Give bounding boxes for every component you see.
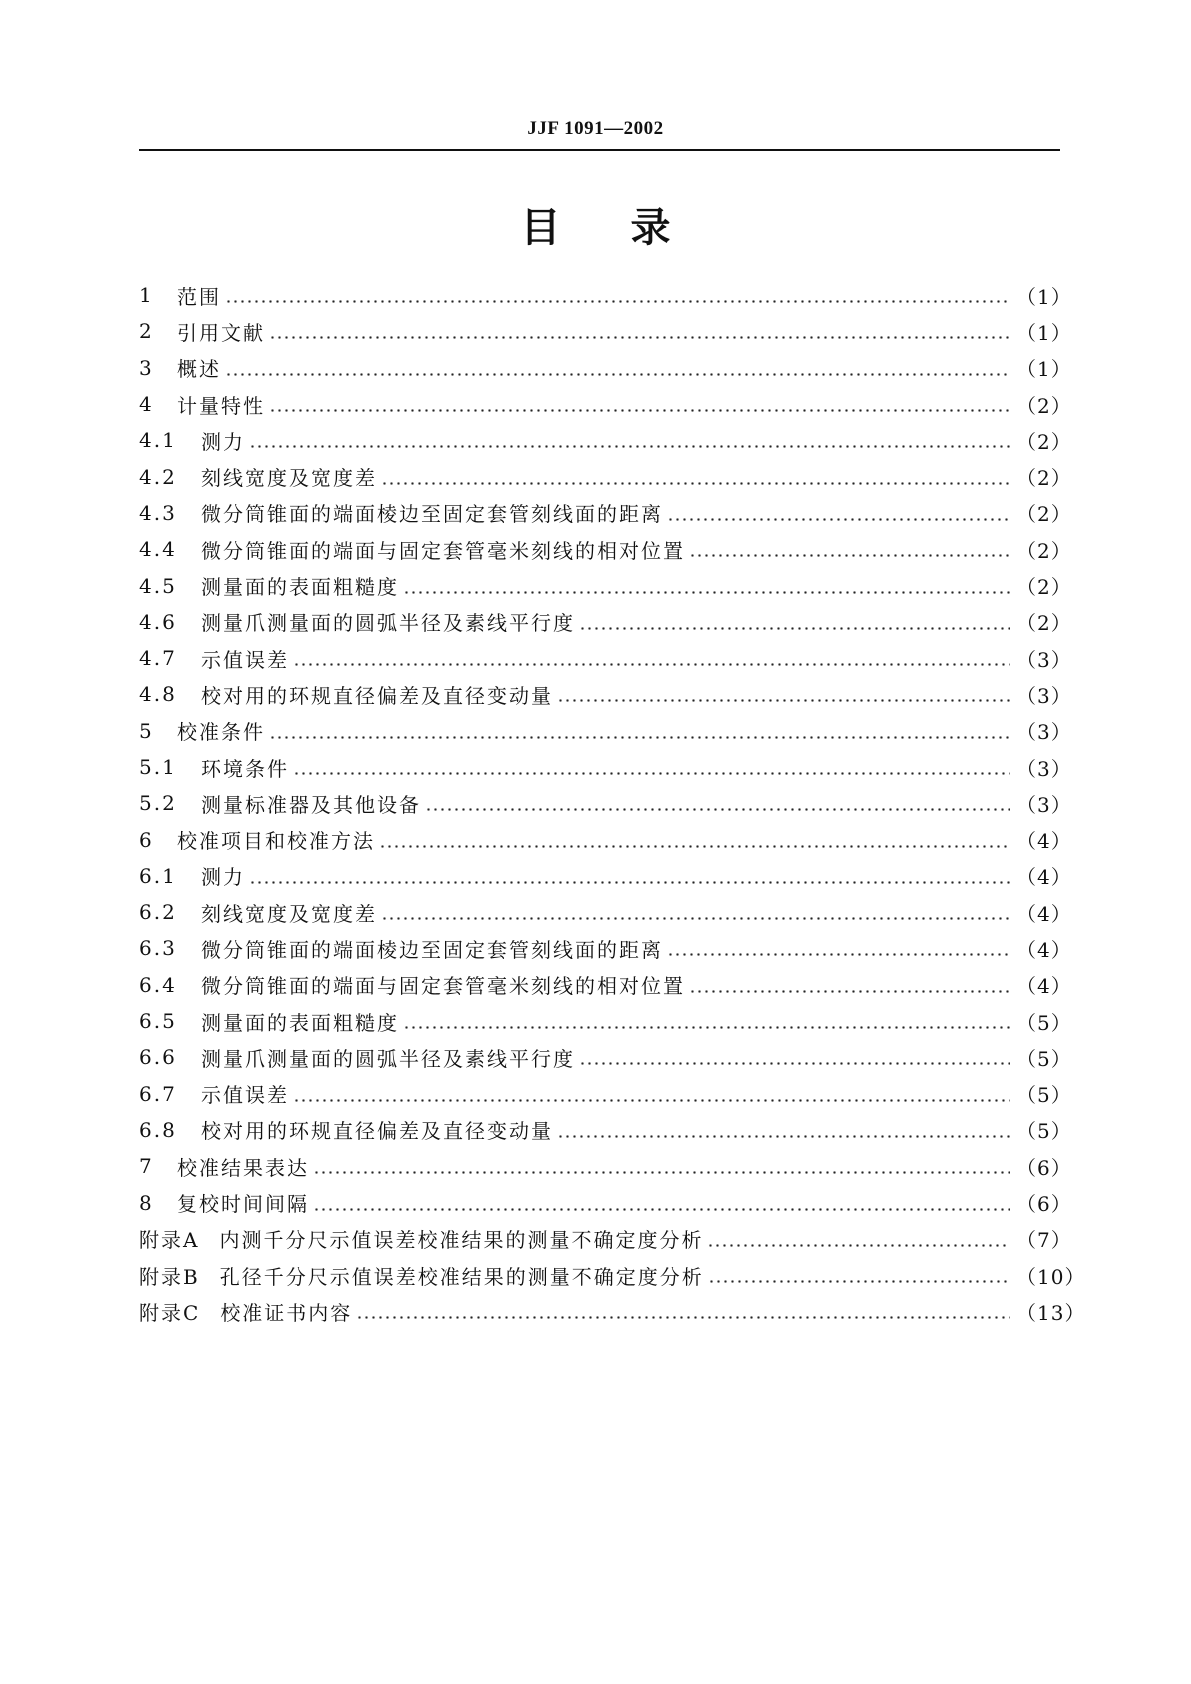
toc-entry[interactable] xyxy=(139,313,1072,349)
toc-entry-title: 内测千分尺示值误差校准结果的测量不确定度分析 xyxy=(219,1228,704,1253)
toc-entry-page: （5） xyxy=(1016,1083,1072,1108)
toc-entry-page: （2） xyxy=(1016,538,1072,563)
toc-entry[interactable] xyxy=(139,604,1072,640)
toc-entry-title: 刻线宽度及宽度差 xyxy=(201,466,377,491)
toc-entry[interactable] xyxy=(139,1221,1072,1257)
toc-dot-leader xyxy=(557,684,1010,704)
toc-entry-title: 概述 xyxy=(177,357,221,382)
toc-entry-number: 4.2 xyxy=(139,464,177,489)
toc-entry-page: （2） xyxy=(1016,429,1072,454)
toc-entry-title: 测量面的表面粗糙度 xyxy=(201,1010,399,1035)
toc-entry-title: 测力 xyxy=(201,429,245,454)
header-divider xyxy=(139,149,1060,151)
toc-entry-page: （7） xyxy=(1016,1228,1072,1253)
toc-entry[interactable] xyxy=(139,967,1072,1003)
toc-dot-leader xyxy=(293,648,1010,668)
toc-dot-leader xyxy=(557,1120,1010,1140)
toc-entry-title: 环境条件 xyxy=(201,756,289,781)
toc-entry-title: 引用文献 xyxy=(177,320,265,345)
toc-entry-page: （3） xyxy=(1016,756,1072,781)
toc-entry-number: 4.6 xyxy=(139,609,177,634)
toc-dot-leader xyxy=(225,285,1010,305)
toc-entry[interactable] xyxy=(139,1257,1086,1293)
toc-dot-leader xyxy=(381,467,1010,487)
toc-entry-title: 示值误差 xyxy=(201,1083,289,1108)
toc-entry-number: 4.5 xyxy=(139,573,177,598)
toc-entry-number: 6.4 xyxy=(139,972,177,997)
toc-dot-leader xyxy=(689,539,1010,559)
toc-dot-leader xyxy=(381,902,1010,922)
toc-entry-title: 微分筒锥面的端面棱边至固定套管刻线面的距离 xyxy=(201,502,663,527)
toc-entry-title: 微分筒锥面的端面棱边至固定套管刻线面的距离 xyxy=(201,937,663,962)
toc-entry-page: （1） xyxy=(1016,284,1072,309)
toc-entry-page: （4） xyxy=(1016,937,1072,962)
toc-entry[interactable] xyxy=(139,350,1072,386)
toc-entry-page: （2） xyxy=(1016,393,1072,418)
toc-entry-page: （4） xyxy=(1016,865,1072,890)
toc-entry-page: （2） xyxy=(1016,502,1072,527)
toc-entry[interactable] xyxy=(139,1184,1072,1220)
toc-entry-number: 4 xyxy=(139,392,154,417)
toc-entry[interactable] xyxy=(139,1076,1072,1112)
toc-entry-title: 测量爪测量面的圆弧半径及素线平行度 xyxy=(201,1046,575,1071)
toc-entry-page: （1） xyxy=(1016,357,1072,382)
toc-entry-title: 测力 xyxy=(201,865,245,890)
toc-entry-page: （3） xyxy=(1016,647,1072,672)
toc-entry[interactable] xyxy=(139,277,1072,313)
toc-entry-title: 孔径千分尺示值误差校准结果的测量不确定度分析 xyxy=(219,1264,704,1289)
toc-entry-page: （6） xyxy=(1016,1155,1072,1180)
toc-entry-title: 测量爪测量面的圆弧半径及素线平行度 xyxy=(201,611,575,636)
toc-entry-page: （10） xyxy=(1016,1264,1086,1289)
toc-entry-page: （4） xyxy=(1016,901,1072,926)
table-of-contents xyxy=(139,277,1086,1330)
document-code: JJF 1091—2002 xyxy=(527,118,664,139)
toc-entry[interactable] xyxy=(139,1003,1072,1039)
toc-dot-leader xyxy=(269,321,1010,341)
toc-dot-leader xyxy=(707,1229,1010,1249)
toc-entry-number: 6.7 xyxy=(139,1081,177,1106)
toc-entry-number: 5.2 xyxy=(139,791,177,816)
toc-entry-title: 微分筒锥面的端面与固定套管毫米刻线的相对位置 xyxy=(201,538,685,563)
toc-entry[interactable] xyxy=(139,458,1072,494)
page-title: 目录 xyxy=(520,205,741,251)
toc-dot-leader xyxy=(689,975,1010,995)
toc-dot-leader xyxy=(667,503,1010,523)
toc-entry[interactable] xyxy=(139,858,1072,894)
toc-entry-number: 4.1 xyxy=(139,428,177,453)
toc-entry-page: （4） xyxy=(1016,974,1072,999)
toc-entry-title: 校对用的环规直径偏差及直径变动量 xyxy=(201,1119,553,1144)
toc-entry-title: 范围 xyxy=(177,284,221,309)
toc-entry-number: 附录A xyxy=(139,1228,200,1253)
toc-entry[interactable] xyxy=(139,821,1072,857)
toc-entry[interactable] xyxy=(139,894,1072,930)
toc-dot-leader xyxy=(269,394,1010,414)
toc-dot-leader xyxy=(249,430,1010,450)
toc-entry-number: 6.8 xyxy=(139,1117,177,1142)
toc-dot-leader xyxy=(313,1193,1010,1213)
toc-entry-title: 测量面的表面粗糙度 xyxy=(201,575,399,600)
toc-entry-number: 4.7 xyxy=(139,646,177,671)
toc-dot-leader xyxy=(225,358,1010,378)
toc-dot-leader xyxy=(667,938,1010,958)
toc-entry-page: （3） xyxy=(1016,720,1072,745)
toc-dot-leader xyxy=(269,721,1010,741)
toc-entry-number: 附录B xyxy=(139,1264,200,1289)
toc-entry-page: （2） xyxy=(1016,611,1072,636)
toc-entry-number: 6 xyxy=(139,827,154,852)
toc-dot-leader xyxy=(403,1011,1010,1031)
toc-entry[interactable] xyxy=(139,785,1072,821)
toc-entry-title: 计量特性 xyxy=(177,393,265,418)
toc-entry-page: （2） xyxy=(1016,466,1072,491)
toc-entry[interactable] xyxy=(139,930,1072,966)
toc-entry-title: 测量标准器及其他设备 xyxy=(201,792,421,817)
toc-entry-number: 4.8 xyxy=(139,682,177,707)
toc-dot-leader xyxy=(293,1084,1010,1104)
toc-entry[interactable] xyxy=(139,1039,1072,1075)
toc-entry-number: 4.3 xyxy=(139,500,177,525)
toc-entry-page: （1） xyxy=(1016,320,1072,345)
toc-entry[interactable] xyxy=(139,749,1072,785)
toc-entry-number: 附录C xyxy=(139,1300,201,1325)
toc-dot-leader xyxy=(708,1265,1010,1285)
toc-dot-leader xyxy=(293,757,1010,777)
toc-entry[interactable] xyxy=(139,713,1072,749)
toc-entry-page: （4） xyxy=(1016,829,1072,854)
toc-entry[interactable] xyxy=(139,531,1072,567)
toc-entry-page: （3） xyxy=(1016,683,1072,708)
toc-dot-leader xyxy=(579,612,1010,632)
toc-entry-number: 6.3 xyxy=(139,936,177,961)
toc-entry-number: 5.1 xyxy=(139,755,177,779)
toc-entry-number: 6.6 xyxy=(139,1045,177,1070)
toc-entry-number: 1 xyxy=(139,283,154,308)
toc-entry[interactable] xyxy=(139,1148,1072,1184)
toc-entry-number: 7 xyxy=(139,1154,154,1179)
toc-entry[interactable] xyxy=(139,640,1072,676)
toc-entry-page: （6） xyxy=(1016,1192,1072,1217)
toc-entry-title: 校对用的环规直径偏差及直径变动量 xyxy=(201,683,553,708)
toc-entry-title: 刻线宽度及宽度差 xyxy=(201,901,377,926)
toc-dot-leader xyxy=(425,793,1010,813)
toc-entry[interactable] xyxy=(139,422,1072,458)
toc-dot-leader xyxy=(579,1047,1010,1067)
toc-entry-number: 4.4 xyxy=(139,537,177,562)
toc-entry[interactable] xyxy=(139,676,1072,712)
toc-entry-title: 校准证书内容 xyxy=(220,1300,353,1325)
toc-entry-page: （5） xyxy=(1016,1010,1072,1035)
toc-entry-page: （5） xyxy=(1016,1046,1072,1071)
toc-entry-title: 校准条件 xyxy=(177,720,265,745)
toc-entry-title: 校准项目和校准方法 xyxy=(177,829,375,854)
toc-dot-leader xyxy=(356,1301,1010,1321)
toc-entry-title: 复校时间间隔 xyxy=(177,1192,309,1217)
toc-entry-number: 3 xyxy=(139,355,154,380)
toc-entry-title: 微分筒锥面的端面与固定套管毫米刻线的相对位置 xyxy=(201,974,685,999)
toc-entry[interactable] xyxy=(139,1293,1086,1329)
toc-entry-number: 6.5 xyxy=(139,1009,177,1034)
toc-entry-number: 5 xyxy=(139,718,154,743)
toc-entry[interactable] xyxy=(139,1112,1072,1148)
toc-entry[interactable] xyxy=(139,567,1072,603)
toc-entry-page: （3） xyxy=(1016,792,1072,817)
toc-entry-number: 2 xyxy=(139,319,154,344)
toc-entry-title: 示值误差 xyxy=(201,647,289,672)
toc-dot-leader xyxy=(379,830,1010,850)
toc-entry-page: （13） xyxy=(1016,1300,1086,1325)
toc-entry-page: （5） xyxy=(1016,1119,1072,1144)
toc-entry-page: （2） xyxy=(1016,575,1072,600)
toc-dot-leader xyxy=(403,576,1010,596)
toc-entry-number: 6.1 xyxy=(139,863,177,888)
toc-entry[interactable] xyxy=(139,495,1072,531)
toc-entry-number: 6.2 xyxy=(139,900,177,925)
toc-entry-title: 校准结果表达 xyxy=(177,1155,309,1180)
toc-dot-leader xyxy=(249,866,1010,886)
toc-dot-leader xyxy=(313,1156,1010,1176)
toc-entry[interactable] xyxy=(139,386,1072,422)
toc-entry-number: 8 xyxy=(139,1190,154,1215)
